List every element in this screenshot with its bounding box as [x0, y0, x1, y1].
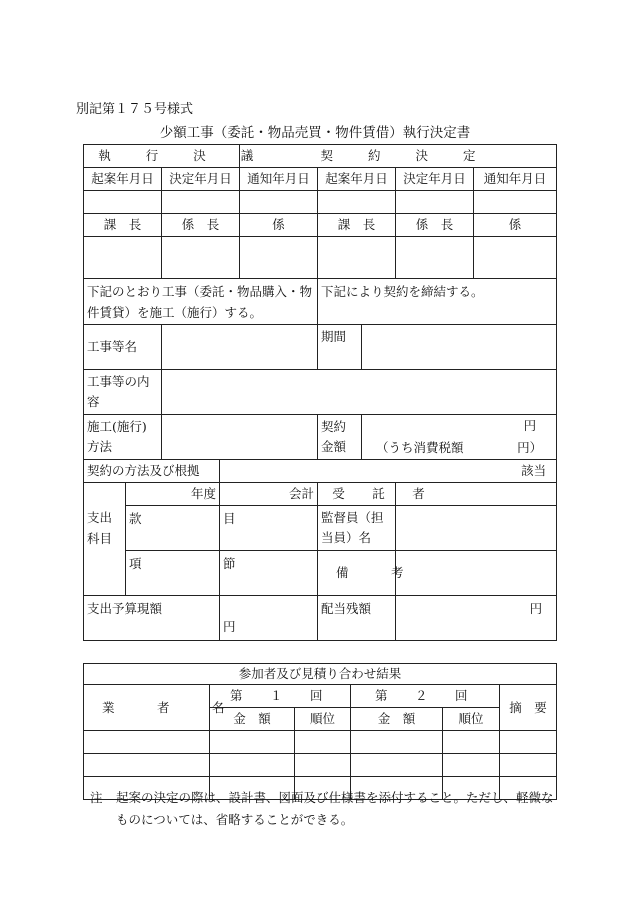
- period-field[interactable]: [362, 325, 557, 370]
- contract-draft-date-field[interactable]: [318, 191, 396, 214]
- exec-notice-date-field[interactable]: [240, 191, 318, 214]
- moku-field[interactable]: [220, 506, 318, 551]
- period-label: 期間: [318, 325, 362, 370]
- tax-yen: 円）: [517, 440, 543, 455]
- contract-draft-date-label: 起案年月日: [318, 168, 396, 191]
- exec-decision-date-field[interactable]: [162, 191, 240, 214]
- round2-amount-cell[interactable]: [351, 754, 443, 777]
- budget-amount-label: 支出予算現額: [84, 596, 220, 641]
- budget-yen: 円: [223, 619, 236, 634]
- round1-amount-cell[interactable]: [210, 731, 295, 754]
- contract-basis-field[interactable]: [220, 460, 557, 483]
- summary-cell[interactable]: [500, 754, 557, 777]
- work-content-field[interactable]: [162, 370, 557, 415]
- exec-subsection-chief-seal[interactable]: [162, 237, 240, 279]
- account-label: 会計: [289, 486, 315, 501]
- contract-decision-date-label: 決定年月日: [396, 168, 474, 191]
- applicable-label: 該当: [521, 463, 547, 478]
- contract-amount-yen: 円: [523, 418, 537, 433]
- note-body: 起案の決定の際は、設計書、図面及び仕様書を添付すること。ただし、軽微なものについては、省略することができる。: [116, 790, 554, 827]
- summary-header: 摘 要: [500, 685, 557, 731]
- execution-header: 執 行 決 議: [84, 145, 240, 168]
- round2-amount-cell[interactable]: [351, 731, 443, 754]
- decision-table: [83, 144, 557, 641]
- round1-header: 第 １ 回: [210, 685, 351, 708]
- bidder-row: [84, 754, 557, 777]
- contract-amount-field[interactable]: [362, 415, 557, 460]
- exec-section-chief-label: 課 長: [84, 214, 162, 237]
- remarks-field[interactable]: [396, 551, 557, 596]
- exec-notice-date-label: 通知年月日: [240, 168, 318, 191]
- exec-statement: 下記のとおり工事（委託・物品購入・物件賃貸）を施工（施行）する。: [84, 279, 318, 325]
- contract-section-chief-label: 課 長: [318, 214, 396, 237]
- contract-notice-date-field[interactable]: [474, 191, 557, 214]
- kan-label: 款: [129, 511, 142, 526]
- round2-amount-header: 金 額: [351, 708, 443, 731]
- bidder-name-header: 業 者 名: [84, 685, 210, 731]
- work-content-label: 工事等の内容: [84, 370, 162, 415]
- contract-decision-date-field[interactable]: [396, 191, 474, 214]
- exec-draft-date-field[interactable]: [84, 191, 162, 214]
- bidder-name-cell[interactable]: [84, 754, 210, 777]
- moku-label: 目: [223, 511, 236, 526]
- expense-item-label: 支出科目: [84, 483, 126, 596]
- contract-staff-label: 係: [474, 214, 557, 237]
- remarks-label: 備 考: [318, 551, 396, 596]
- round2-rank-header: 順位: [443, 708, 500, 731]
- tax-note: （うち消費税額: [376, 440, 464, 455]
- remaining-label: 配当残額: [318, 596, 396, 641]
- summary-cell[interactable]: [500, 731, 557, 754]
- bidders-table: [83, 663, 557, 800]
- kou-field[interactable]: [126, 551, 220, 596]
- contractor-label: 受 託 者: [318, 483, 396, 506]
- contract-section-chief-seal[interactable]: [318, 237, 396, 279]
- exec-decision-date-label: 決定年月日: [162, 168, 240, 191]
- remaining-yen: 円: [529, 601, 543, 616]
- round1-amount-cell[interactable]: [210, 754, 295, 777]
- contract-staff-seal[interactable]: [474, 237, 557, 279]
- contract-statement: 下記により契約を締結する。: [318, 279, 557, 325]
- note-head: 注: [90, 790, 103, 805]
- work-name-label: 工事等名: [84, 325, 162, 370]
- work-name-field[interactable]: [162, 325, 318, 370]
- kan-field[interactable]: [126, 506, 220, 551]
- bidder-row: [84, 731, 557, 754]
- kou-label: 項: [129, 556, 142, 571]
- contract-subsection-chief-label: 係 長: [396, 214, 474, 237]
- contract-notice-date-label: 通知年月日: [474, 168, 557, 191]
- tax-line: [362, 437, 556, 459]
- setsu-label: 節: [223, 556, 236, 571]
- round1-rank-header: 順位: [295, 708, 351, 731]
- exec-staff-seal[interactable]: [240, 237, 318, 279]
- form-number: 別記第１７５号様式: [76, 102, 194, 117]
- bidder-name-cell[interactable]: [84, 731, 210, 754]
- exec-section-chief-seal[interactable]: [84, 237, 162, 279]
- contract-basis-label: 契約の方法及び根拠: [84, 460, 220, 483]
- account-field[interactable]: [220, 483, 318, 506]
- remaining-field[interactable]: [396, 596, 557, 641]
- round2-rank-cell[interactable]: [443, 754, 500, 777]
- bidders-title: 参加者及び見積り合わせ結果: [84, 664, 557, 685]
- round2-rank-cell[interactable]: [443, 731, 500, 754]
- construction-method-field[interactable]: [162, 415, 318, 460]
- round1-rank-cell[interactable]: [295, 754, 351, 777]
- fiscal-year-field[interactable]: [126, 483, 220, 506]
- setsu-field[interactable]: [220, 551, 318, 596]
- supervisor-field[interactable]: [396, 506, 557, 551]
- contract-amount-label: 契約金額: [318, 415, 362, 460]
- round1-amount-header: 金 額: [210, 708, 295, 731]
- contract-subsection-chief-seal[interactable]: [396, 237, 474, 279]
- construction-method-label: 施工(施行)方法: [84, 415, 162, 460]
- exec-subsection-chief-label: 係 長: [162, 214, 240, 237]
- exec-draft-date-label: 起案年月日: [84, 168, 162, 191]
- contract-header: 契 約 決 定: [240, 145, 557, 168]
- round2-header: 第 ２ 回: [351, 685, 500, 708]
- supervisor-label: 監督員（担当員）名: [318, 506, 396, 551]
- form-title: 少額工事（委託・物品売買・物件賃借）執行決定書: [159, 125, 471, 141]
- budget-amount-field[interactable]: [220, 596, 318, 641]
- round1-rank-cell[interactable]: [295, 731, 351, 754]
- fiscal-year-label: 年度: [190, 486, 216, 501]
- exec-staff-label: 係: [240, 214, 318, 237]
